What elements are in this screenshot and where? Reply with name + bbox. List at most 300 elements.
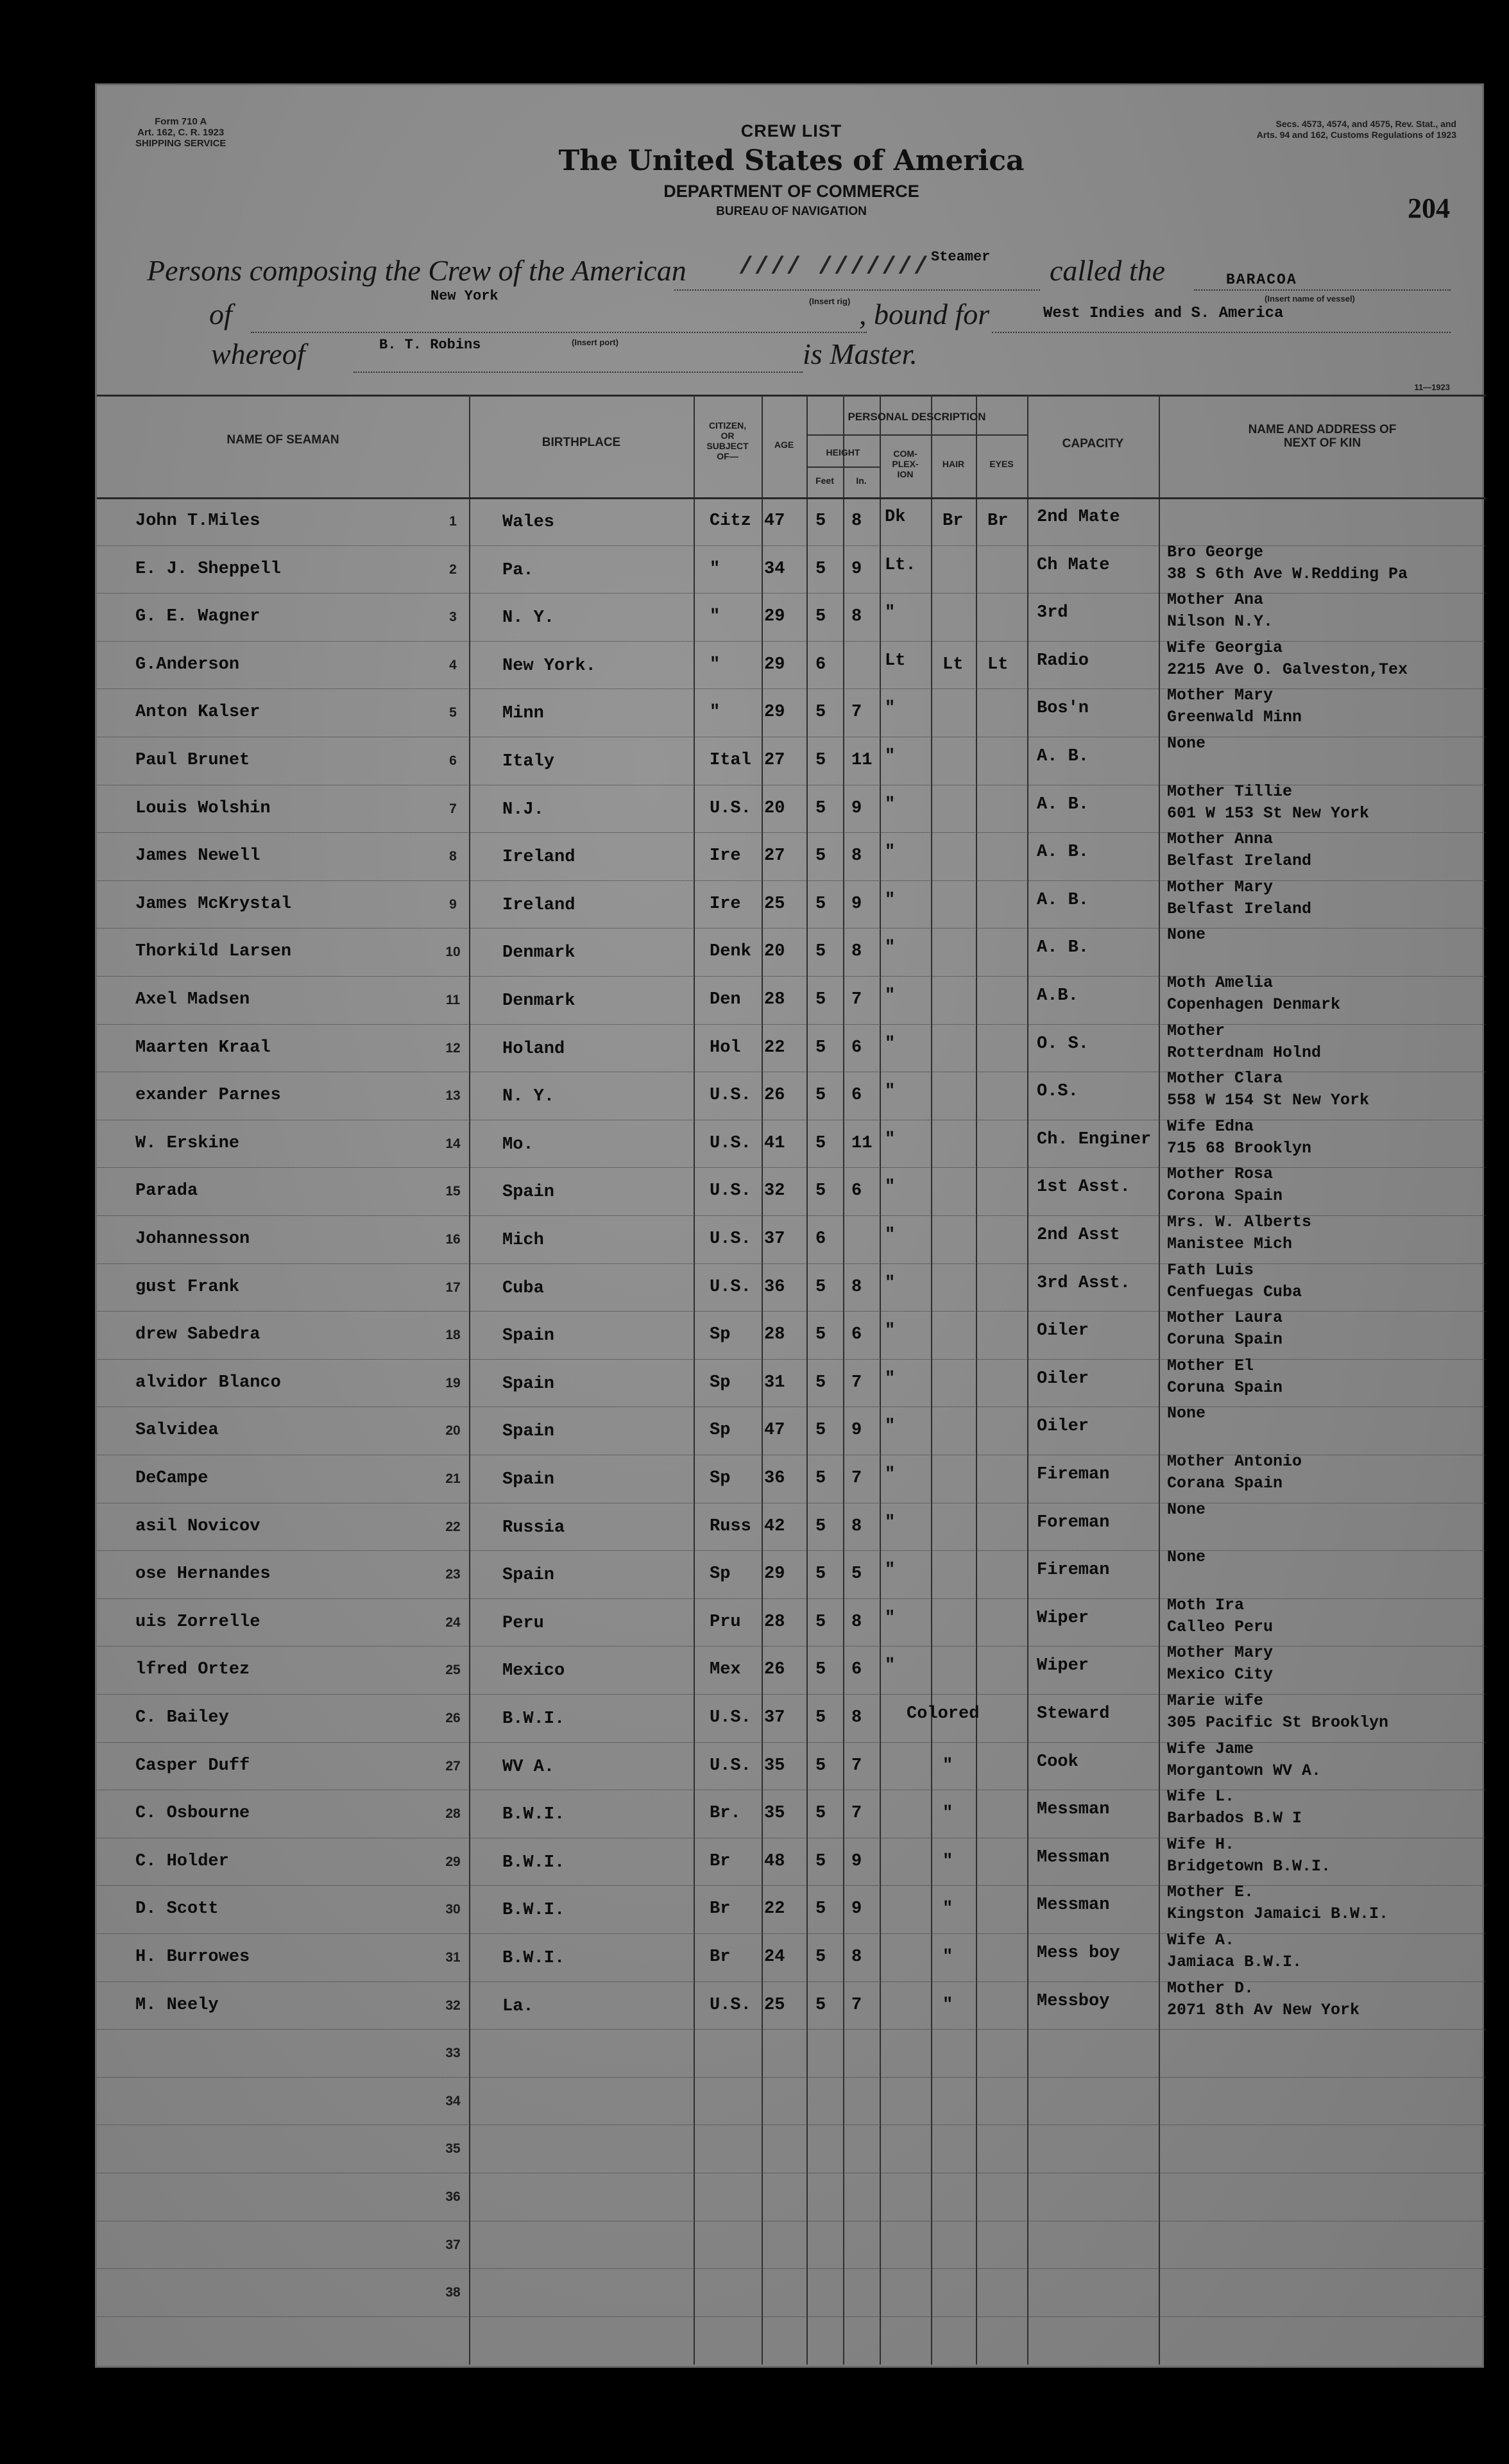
citizenship: Hol xyxy=(710,1038,741,1057)
row-number: 28 xyxy=(445,1806,461,1822)
seaman-name: C. Holder xyxy=(135,1851,229,1871)
birthplace: Mo. xyxy=(502,1134,534,1154)
birthplace: B.W.I. xyxy=(502,1805,565,1825)
complexion: " xyxy=(885,1656,896,1676)
capacity: O.S. xyxy=(1037,1082,1078,1102)
age: 27 xyxy=(764,751,785,770)
capacity: 2nd Mate xyxy=(1037,508,1120,527)
seaman-name: Thorkild Larsen xyxy=(135,942,292,962)
complexion: " xyxy=(885,1226,896,1245)
seaman-name: W. Erskine xyxy=(135,1133,240,1153)
next-of-kin-address: Coruna Spain xyxy=(1167,1330,1283,1349)
height-inches: 6 xyxy=(851,1325,862,1345)
citizen-header-line: CITIZEN, xyxy=(708,420,747,431)
birthplace: La. xyxy=(502,1996,534,2016)
next-of-kin-address: Greenwald Minn xyxy=(1167,708,1302,727)
eyes: Lt xyxy=(987,654,1009,674)
height-inches: 7 xyxy=(851,1756,862,1775)
height-feet: 5 xyxy=(815,1277,826,1297)
next-of-kin-address: Nilson N.Y. xyxy=(1167,612,1274,631)
col-header-citizen xyxy=(694,420,762,461)
whereof-label: whereof xyxy=(211,338,305,370)
citizenship: U.S. xyxy=(710,1086,751,1106)
col-rule xyxy=(931,395,932,2365)
col-rule xyxy=(880,395,881,2365)
complexion: " xyxy=(885,1273,896,1293)
age: 26 xyxy=(764,1660,785,1680)
seaman-name: Anton Kalser xyxy=(135,703,260,723)
col-rule xyxy=(469,395,470,2365)
master-name: B. T. Robins xyxy=(379,337,481,353)
row-number: 29 xyxy=(445,1854,461,1869)
next-of-kin-name: Mother Tillie xyxy=(1167,782,1293,801)
citizenship: Ire xyxy=(710,846,741,866)
height-feet: 5 xyxy=(815,1469,826,1488)
row-number: 16 xyxy=(445,1232,461,1247)
height-feet: 5 xyxy=(815,559,826,579)
height-inches: 6 xyxy=(851,1086,862,1106)
home-port: New York xyxy=(431,288,499,304)
next-of-kin-name: Moth Amelia xyxy=(1167,973,1274,992)
eyes: Br xyxy=(987,511,1009,531)
complexion: " xyxy=(885,1369,896,1389)
height-feet: 5 xyxy=(815,1947,826,1967)
col-rule xyxy=(762,395,763,2365)
row-number: 34 xyxy=(445,2093,461,2109)
citizenship: " xyxy=(710,607,720,627)
next-of-kin-name: None xyxy=(1167,1404,1206,1423)
col-header-hair: HAIR xyxy=(942,459,965,469)
height-feet: 5 xyxy=(815,1564,826,1584)
birthplace: Ireland xyxy=(502,895,575,915)
seaman-name: M. Neely xyxy=(135,1995,219,2015)
capacity: Foreman xyxy=(1037,1512,1110,1532)
citizenship: U.S. xyxy=(710,1277,751,1297)
row-number: 36 xyxy=(445,2189,461,2204)
seaman-name: E. J. Sheppell xyxy=(135,559,281,579)
age: 29 xyxy=(764,1564,785,1584)
hair: " xyxy=(942,1947,953,1967)
seaman-name: John T.Miles xyxy=(135,511,260,531)
complexion: " xyxy=(885,1129,896,1149)
citizenship: Pru xyxy=(710,1612,741,1632)
age: 24 xyxy=(764,1947,785,1967)
height-inches: 7 xyxy=(851,1804,862,1824)
complexion: " xyxy=(885,843,896,862)
birthplace: Spain xyxy=(502,1422,555,1442)
height-inches: 6 xyxy=(851,1038,862,1057)
row-number: 38 xyxy=(445,2285,461,2300)
height-feet: 5 xyxy=(815,846,826,866)
complexion: Dk xyxy=(885,508,906,527)
seaman-name: James Newell xyxy=(135,846,260,866)
capacity: Oiler xyxy=(1037,1369,1089,1389)
height-inches: 9 xyxy=(851,1421,862,1441)
row-number: 9 xyxy=(449,896,457,912)
next-of-kin-name: Marie wife xyxy=(1167,1691,1264,1710)
next-of-kin-address: Calleo Peru xyxy=(1167,1617,1274,1636)
next-of-kin-name: Mother Mary xyxy=(1167,1643,1274,1663)
next-of-kin-name: Wife Georgia xyxy=(1167,638,1283,657)
citizenship: Sp xyxy=(710,1421,731,1441)
col-header-personal: PERSONAL DESCRIPTION xyxy=(848,411,986,423)
seaman-name: gust Frank xyxy=(135,1277,240,1297)
capacity: Bos'n xyxy=(1037,699,1089,719)
height-inches: 5 xyxy=(851,1564,862,1584)
next-of-kin-address: 38 S 6th Ave W.Redding Pa xyxy=(1167,564,1408,583)
age: 28 xyxy=(764,1612,785,1632)
vessel-fill-line xyxy=(1194,289,1451,291)
row-number: 2 xyxy=(449,561,457,577)
birthplace: Wales xyxy=(502,513,555,532)
next-of-kin-address: 2071 8th Av New York xyxy=(1167,2000,1360,2019)
row-rule xyxy=(97,2268,1486,2269)
hair: Br xyxy=(942,511,964,531)
seaman-name: exander Parnes xyxy=(135,1086,281,1106)
form-id-line: SHIPPING SERVICE xyxy=(135,138,226,149)
height-inches: 11 xyxy=(851,751,873,770)
port-note: (Insert port) xyxy=(572,338,618,347)
height-feet: 5 xyxy=(815,1325,826,1345)
seaman-name: Louis Wolshin xyxy=(135,798,271,818)
seaman-name: alvidor Blanco xyxy=(135,1373,281,1392)
next-of-kin-address: Barbados B.W I xyxy=(1167,1809,1302,1828)
next-of-kin-name: Fath Luis xyxy=(1167,1260,1254,1279)
row-number: 5 xyxy=(449,705,457,721)
age: 47 xyxy=(764,1421,785,1441)
birthplace: Holand xyxy=(502,1039,565,1059)
height-inches: 9 xyxy=(851,1851,862,1871)
citizenship: U.S. xyxy=(710,1708,751,1727)
next-of-kin-address: 558 W 154 St New York xyxy=(1167,1091,1370,1110)
next-of-kin-address: Corona Spain xyxy=(1167,1186,1283,1206)
height-inches: 8 xyxy=(851,1612,862,1632)
age: 34 xyxy=(764,559,785,579)
table-top-rule xyxy=(97,395,1486,397)
seaman-name: ose Hernandes xyxy=(135,1564,271,1584)
row-rule xyxy=(97,976,1486,977)
seaman-name: asil Novicov xyxy=(135,1516,260,1536)
next-of-kin-address: Morgantown WV A. xyxy=(1167,1761,1322,1780)
row-number: 3 xyxy=(449,610,457,625)
row-rule xyxy=(97,1933,1486,1934)
col-rule xyxy=(976,395,977,2365)
height-rule xyxy=(806,466,880,468)
document-title: CREW LIST xyxy=(740,121,842,141)
age: 36 xyxy=(764,1277,785,1297)
citizenship: " xyxy=(710,654,720,674)
citizenship: Russ xyxy=(710,1516,751,1536)
citizenship: Mex xyxy=(710,1660,741,1680)
row-number: 24 xyxy=(445,1614,461,1630)
seaman-name: Paul Brunet xyxy=(135,751,250,770)
of-label: of xyxy=(209,298,232,330)
capacity: Ch. Enginer xyxy=(1037,1129,1152,1149)
master-label: is Master. xyxy=(803,338,917,370)
height-feet: 5 xyxy=(815,1133,826,1153)
row-number: 11 xyxy=(445,993,461,1007)
height-inches: 8 xyxy=(851,1516,862,1536)
height-feet: 5 xyxy=(815,1851,826,1871)
height-feet: 5 xyxy=(815,798,826,818)
capacity: Oiler xyxy=(1037,1321,1089,1341)
form-id-line: Form 710 A xyxy=(155,116,207,127)
citizenship: Sp xyxy=(710,1373,731,1392)
row-rule xyxy=(97,545,1486,546)
capacity: Messman xyxy=(1037,1800,1110,1820)
height-inches: 7 xyxy=(851,1469,862,1488)
citizenship: Ital xyxy=(710,751,751,770)
birthplace: Pa. xyxy=(502,560,534,580)
statute-line: Secs. 4573, 4574, and 4575, Rev. Stat., and xyxy=(1275,119,1456,129)
seaman-name: Axel Madsen xyxy=(135,990,250,1009)
birthplace: N.J. xyxy=(502,800,544,819)
height-feet: 5 xyxy=(815,1086,826,1106)
complexion: " xyxy=(885,1082,896,1102)
bureau-heading: BUREAU OF NAVIGATION xyxy=(716,205,867,218)
next-of-kin-address: Corana Spain xyxy=(1167,1474,1283,1493)
col-header-age: AGE xyxy=(774,440,794,450)
height-inches: 8 xyxy=(851,511,862,531)
height-inches: 7 xyxy=(851,990,862,1009)
age: 27 xyxy=(764,846,785,866)
height-feet: 5 xyxy=(815,1756,826,1775)
next-of-kin-name: Moth Ira xyxy=(1167,1595,1245,1614)
age: 29 xyxy=(764,607,785,627)
age: 20 xyxy=(764,942,785,962)
next-of-kin-name: Wife A. xyxy=(1167,1931,1235,1949)
row-number: 18 xyxy=(445,1328,461,1343)
height-feet: 5 xyxy=(815,1421,826,1441)
row-number: 31 xyxy=(445,1950,461,1965)
header-bottom-rule xyxy=(97,497,1486,499)
complexion: " xyxy=(885,603,896,623)
age: 20 xyxy=(764,798,785,818)
next-of-kin-address: 715 68 Brooklyn xyxy=(1167,1138,1312,1158)
col-rule xyxy=(843,395,844,2365)
row-number: 1 xyxy=(449,514,457,529)
birthplace: B.W.I. xyxy=(502,1709,565,1729)
height-feet: 5 xyxy=(815,1708,826,1727)
destination: West Indies and S. America xyxy=(1043,305,1284,322)
next-of-kin-name: None xyxy=(1167,925,1206,945)
citizenship: U.S. xyxy=(710,1181,751,1201)
row-rule xyxy=(97,1550,1486,1551)
height-feet: 5 xyxy=(815,607,826,627)
age: 36 xyxy=(764,1469,785,1488)
citizen-header-line: OR xyxy=(720,431,735,441)
height-feet: 5 xyxy=(815,990,826,1009)
citizenship: Ire xyxy=(710,894,741,914)
next-of-kin-name: Wife Edna xyxy=(1167,1116,1254,1136)
bound-label: , bound for xyxy=(859,298,990,330)
row-rule xyxy=(97,2029,1486,2030)
birthplace: Spain xyxy=(502,1470,555,1489)
capacity: Messman xyxy=(1037,1895,1110,1915)
capacity: 3rd Asst. xyxy=(1037,1273,1130,1293)
row-rule xyxy=(97,1694,1486,1695)
capacity: Fireman xyxy=(1037,1465,1110,1484)
age: 47 xyxy=(764,511,785,531)
next-of-kin-address: Belfast Ireland xyxy=(1167,899,1312,918)
age: 41 xyxy=(764,1133,785,1153)
row-number: 20 xyxy=(445,1423,461,1439)
height-feet: 5 xyxy=(815,511,826,531)
capacity: Ch Mate xyxy=(1037,555,1110,575)
row-rule xyxy=(97,1598,1486,1599)
next-of-kin-name: Mother Antonio xyxy=(1167,1452,1302,1471)
statute-line: Arts. 94 and 162, Customs Regulations of 1923 xyxy=(1256,130,1456,140)
birthplace: N. Y. xyxy=(502,1087,555,1107)
rig-fill-line xyxy=(674,289,1040,291)
citizenship: U.S. xyxy=(710,798,751,818)
next-of-kin-name: Bro George xyxy=(1167,542,1264,561)
next-of-kin-address: Rotterdnam Holnd xyxy=(1167,1043,1322,1062)
height-feet: 6 xyxy=(815,1229,826,1249)
capacity: Wiper xyxy=(1037,1656,1089,1676)
next-of-kin-name: Wife Jame xyxy=(1167,1739,1254,1758)
hair: " xyxy=(942,1756,953,1775)
age: 25 xyxy=(764,1995,785,2015)
citizen-header-line: SUBJECT xyxy=(706,441,749,451)
birthplace: B.W.I. xyxy=(502,1949,565,1968)
row-number: 25 xyxy=(445,1663,461,1678)
row-rule xyxy=(97,1646,1486,1647)
citizenship: Br xyxy=(710,1851,731,1871)
citizenship: Sp xyxy=(710,1564,731,1584)
row-rule xyxy=(97,2077,1486,2078)
col-header-name: NAME OF SEAMAN xyxy=(226,433,339,447)
height-feet: 5 xyxy=(815,1995,826,2015)
birthplace: Russia xyxy=(502,1518,565,1537)
next-of-kin-name: Mother Rosa xyxy=(1167,1165,1274,1184)
next-of-kin-name: Mother D. xyxy=(1167,1978,1254,1998)
row-number: 32 xyxy=(445,1998,461,2013)
citizenship: " xyxy=(710,703,720,723)
next-of-kin-name: Mother El xyxy=(1167,1356,1254,1375)
capacity: Wiper xyxy=(1037,1608,1089,1628)
next-of-kin-address: Kingston Jamaici B.W.I. xyxy=(1167,1904,1389,1924)
height-feet: 5 xyxy=(815,942,826,962)
intro-label: Persons composing the Crew of the American xyxy=(147,254,686,287)
row-number: 4 xyxy=(449,657,457,672)
citizenship: Citz xyxy=(710,511,751,531)
age: 37 xyxy=(764,1708,785,1727)
height-feet: 5 xyxy=(815,1516,826,1536)
col-rule xyxy=(1027,395,1028,2365)
seaman-name: Johannesson xyxy=(135,1229,250,1249)
row-number: 22 xyxy=(445,1519,461,1534)
capacity: Steward xyxy=(1037,1704,1110,1724)
complexion: " xyxy=(885,1034,896,1054)
next-of-kin-address: Jamiaca B.W.I. xyxy=(1167,1953,1302,1971)
next-of-kin-address: 601 W 153 St New York xyxy=(1167,803,1370,823)
citizenship: Sp xyxy=(710,1325,731,1345)
complexion: " xyxy=(885,938,896,958)
complexion: " xyxy=(885,1561,896,1580)
country-heading: The United States of America xyxy=(558,144,1025,177)
next-of-kin-name: Wife L. xyxy=(1167,1787,1235,1806)
row-number: 23 xyxy=(445,1567,461,1582)
complexion: Lt xyxy=(885,651,906,671)
birthplace: Cuba xyxy=(502,1278,544,1298)
next-of-kin-name: Wife H. xyxy=(1167,1835,1235,1854)
complexion-header-line: COM- xyxy=(893,449,917,459)
row-rule xyxy=(97,1167,1486,1168)
next-of-kin-name: None xyxy=(1167,1500,1206,1519)
seaman-name: James McKrystal xyxy=(135,894,292,914)
birthplace: WV A. xyxy=(502,1757,555,1777)
capacity: Oiler xyxy=(1037,1417,1089,1437)
height-inches: 9 xyxy=(851,798,862,818)
department-heading: DEPARTMENT OF COMMERCE xyxy=(663,182,919,201)
col-rule xyxy=(694,395,695,2365)
complexion: " xyxy=(885,1177,896,1197)
complexion: " xyxy=(885,1417,896,1437)
next-of-kin-address: Belfast Ireland xyxy=(1167,851,1312,871)
height-inches: 11 xyxy=(851,1133,873,1153)
birthplace: Ireland xyxy=(502,848,575,868)
row-number: 35 xyxy=(445,2141,461,2157)
row-rule xyxy=(97,1742,1486,1743)
next-of-kin-address: Coruna Spain xyxy=(1167,1378,1283,1397)
row-rule xyxy=(97,1024,1486,1025)
crew-table xyxy=(97,395,1486,2365)
capacity: Mess boy xyxy=(1037,1944,1120,1963)
col-header-birthplace: BIRTHPLACE xyxy=(541,436,621,449)
height-feet: 5 xyxy=(815,1804,826,1824)
age: 22 xyxy=(764,1038,785,1057)
age: 28 xyxy=(764,990,785,1009)
complexion: " xyxy=(885,986,896,1005)
complexion-header-line: PLEX- xyxy=(892,459,919,469)
height-inches: 9 xyxy=(851,1899,862,1919)
vessel-note: (Insert name of vessel) xyxy=(1265,294,1355,304)
row-number: 37 xyxy=(445,2237,461,2252)
citizenship: U.S. xyxy=(710,1756,751,1775)
citizen-header-line: OF— xyxy=(717,451,738,461)
next-of-kin-name: None xyxy=(1167,734,1206,753)
col-header-complexion xyxy=(880,449,931,479)
vessel-name: BARACOA xyxy=(1226,271,1297,288)
birthplace: New York. xyxy=(502,656,596,676)
row-number: 8 xyxy=(449,849,457,864)
row-number: 7 xyxy=(449,801,457,816)
seaman-name: G. E. Wagner xyxy=(135,607,260,627)
next-of-kin-address: Manistee Mich xyxy=(1167,1235,1293,1253)
port-fill-line xyxy=(251,332,867,333)
row-number: 14 xyxy=(445,1136,461,1151)
height-inches: 7 xyxy=(851,1373,862,1392)
seaman-name: C. Osbourne xyxy=(135,1804,250,1824)
next-of-kin-name: Mother Ana xyxy=(1167,590,1264,610)
row-rule xyxy=(97,1263,1486,1264)
citizenship: " xyxy=(710,559,720,579)
capacity: A.B. xyxy=(1037,986,1078,1005)
seaman-name: uis Zorrelle xyxy=(135,1612,260,1632)
row-number: 12 xyxy=(445,1040,461,1056)
next-of-kin-name: Mother Anna xyxy=(1167,830,1274,849)
citizenship: Den xyxy=(710,990,741,1009)
age: 29 xyxy=(764,703,785,723)
capacity: A. B. xyxy=(1037,747,1089,766)
seaman-name: Parada xyxy=(135,1181,198,1201)
height-inches: 8 xyxy=(851,1947,862,1967)
hair: Lt xyxy=(942,654,964,674)
height-inches: 8 xyxy=(851,607,862,627)
rig-value: Steamer xyxy=(931,249,991,265)
row-number: 15 xyxy=(445,1184,461,1199)
